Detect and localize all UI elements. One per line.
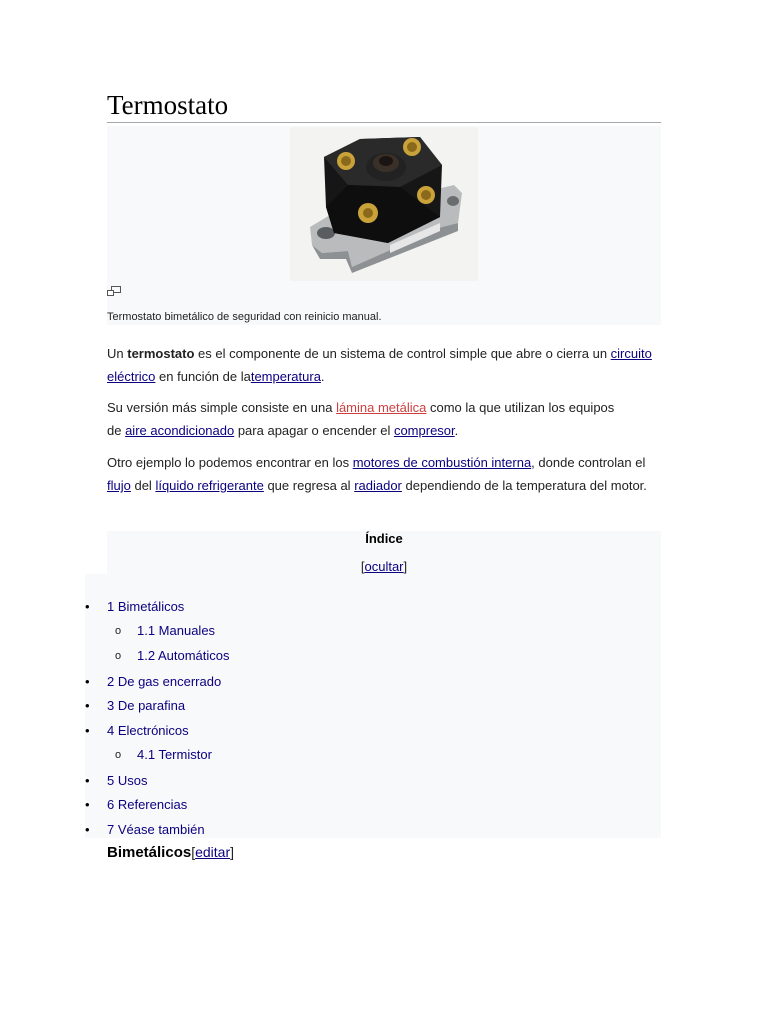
link-temperatura[interactable]: temperatura — [250, 369, 321, 384]
toc-link[interactable]: 2 De gas encerrado — [107, 674, 222, 689]
link-aire-acondicionado[interactable]: aire acondicionado — [125, 423, 235, 438]
thumbnail-figure — [107, 126, 661, 325]
toc-item-automaticos[interactable] — [115, 648, 230, 663]
toc-link[interactable]: 5 Usos — [107, 773, 148, 788]
link-radiador[interactable]: radiador — [354, 478, 402, 493]
toc-link[interactable]: 1.2 Automáticos — [137, 648, 230, 663]
figure-caption: Termostato bimetálico de seguridad con reinicio manual. — [107, 311, 382, 323]
sub-bullet-icon: o — [115, 625, 122, 637]
link-compresor[interactable]: compresor — [393, 423, 455, 438]
bullet-icon: • — [85, 822, 90, 837]
bullet-icon: • — [85, 599, 90, 614]
sub-bullet-icon: o — [115, 749, 122, 761]
edit-section-link[interactable]: editar — [195, 844, 231, 860]
toc-item-referencias[interactable] — [85, 797, 188, 812]
toc-link[interactable]: 7 Véase también — [107, 822, 205, 837]
page-title: Termostato — [107, 88, 661, 123]
sub-bullet-icon: o — [115, 650, 122, 662]
magnify-clip-icon[interactable] — [107, 284, 121, 296]
toc-item-termistor[interactable] — [115, 747, 212, 762]
thermostat-photo[interactable] — [290, 127, 478, 281]
link-flujo[interactable]: flujo — [107, 478, 131, 493]
bullet-icon: • — [85, 723, 90, 738]
edit-section-control: [editar] — [191, 844, 235, 860]
term-bold: termostato — [127, 346, 195, 361]
toc-header — [107, 531, 661, 574]
toc-item-gas-encerrado[interactable] — [85, 674, 222, 689]
link-circuito-electrico[interactable]: circuito eléctrico — [107, 346, 652, 384]
toc-item-vease-tambien[interactable] — [85, 822, 205, 837]
toc-item-usos[interactable] — [85, 773, 148, 788]
toc-link[interactable]: 3 De parafina — [107, 698, 186, 713]
toc-item-bimetalicos[interactable] — [85, 599, 185, 614]
toc-link[interactable]: 4 Electrónicos — [107, 723, 189, 738]
toc-item-electronicos[interactable] — [85, 723, 189, 738]
toc-link[interactable]: 6 Referencias — [107, 797, 188, 812]
toc-link[interactable]: 1.1 Manuales — [137, 623, 216, 638]
toc-hide-control: [ocultar] — [360, 559, 408, 574]
link-liquido-refrigerante[interactable]: líquido refrigerante — [155, 478, 264, 493]
intro-paragraph-3: Otro ejemplo lo podemos encontrar en los motores de combustión interna, donde controlan el flujo del líquido refrigerante que regresa al radiador dependiendo de la temperatura del motor. — [107, 455, 647, 493]
toc-link[interactable]: 1 Bimetálicos — [107, 599, 185, 614]
toc-item-manuales[interactable] — [115, 623, 216, 638]
bullet-icon: • — [85, 674, 90, 689]
toc-item-parafina[interactable] — [85, 698, 186, 713]
bullet-icon: • — [85, 797, 90, 812]
link-lamina-metalica[interactable]: lámina metálica — [336, 400, 427, 415]
intro-paragraph-1: Un termostato es el componente de un sistema de control simple que abre o cierra un circuito eléctrico en función de latemperatura. — [107, 346, 652, 384]
bullet-icon: • — [85, 698, 90, 713]
bullet-icon: • — [85, 773, 90, 788]
toc-title: Índice — [365, 531, 403, 546]
toc-hide-link[interactable]: ocultar — [364, 559, 404, 574]
link-motores-combustion[interactable]: motores de combustión interna — [352, 455, 532, 470]
intro-paragraph-2: Su versión más simple consiste en una lámina metálica como la que utilizan los equipos de aire acondicionado para apagar o encender el compresor. — [107, 400, 615, 438]
toc-link[interactable]: 4.1 Termistor — [137, 747, 212, 762]
section-heading-bimetalicos: Bimetálicos[editar] — [107, 844, 235, 861]
